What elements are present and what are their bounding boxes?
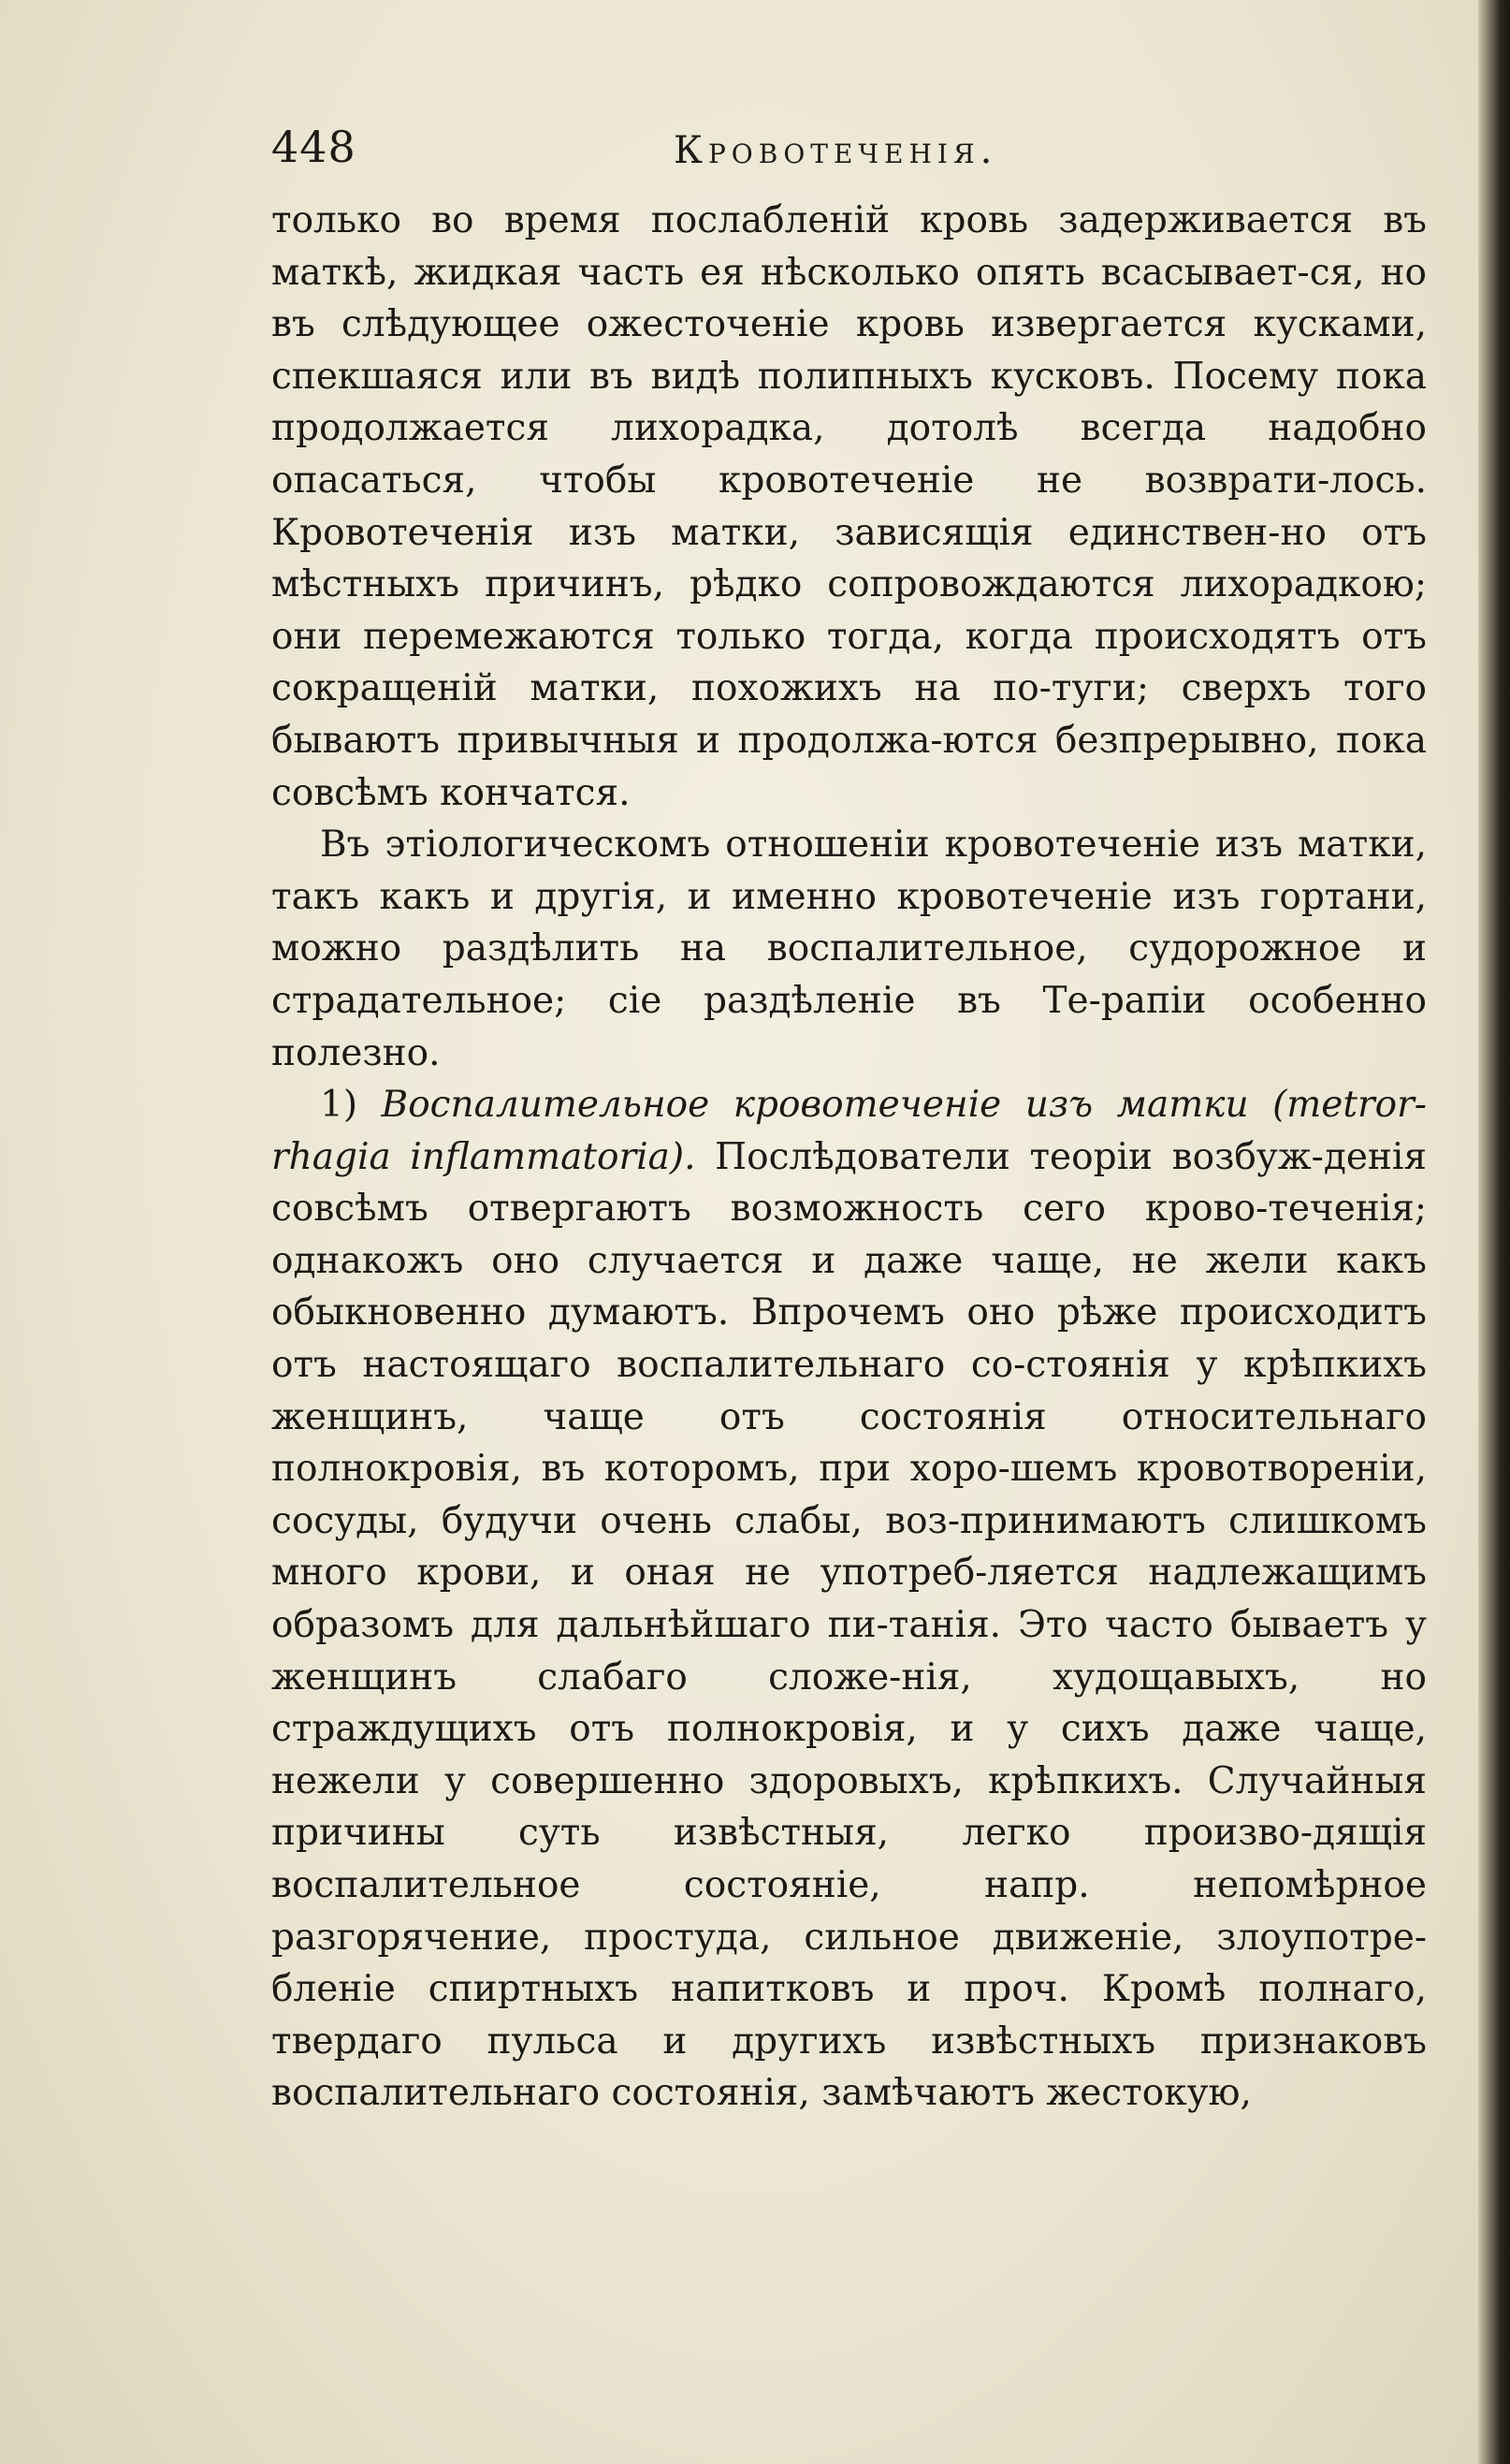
paragraph-2: Въ этіологическомъ отношеніи кровотеченіе изъ матки, такъ какъ и другія, и именно кровотеченіе изъ гортани, можно раздѣлить на воспалительное, судорожное и страдательное; сіе раздѣленіе въ Те-рапіи особенно полезно. [271, 824, 1427, 1074]
page-number: 448 [271, 122, 356, 172]
paragraph-3-latin: (metror-rhagia inflammatoria). [271, 1084, 1427, 1178]
paragraph-3-title: Воспалительное кровотеченіе изъ матки [381, 1084, 1249, 1127]
paragraph-3 [271, 1079, 1427, 2120]
paragraph-3-text: Послѣдователи теоріи возбуж-денія совсѣмъ отвергаютъ возможность сего крово-теченія; однакожъ оно случается и даже чаще, не жели какъ обыкновенно думаютъ. Впрочемъ оно рѣже происходитъ отъ настоящаго воспалительнаго со-стоянія у крѣпкихъ женщинъ, чаще отъ состоянія относительнаго полнокровія, въ которомъ, при хоро-шемъ кровотвореніи, сосуды, будучи очень слабы, воз-принимаютъ слишкомъ много крови, и оная не употреб-ляется надлежащимъ образомъ для дальнѣйшаго пи-танія. Это часто бываетъ у женщинъ слабаго сложе-нія, худощавыхъ, но страждущихъ отъ полнокровія, и у сихъ даже чаще, нежели у совершенно здоровыхъ, крѣпкихъ. Случайныя причины суть извѣстныя, легко произво-дящія воспалительное состояніе, напр. непомѣрное разгорячение, простуда, сильное движеніе, злоупотре-бленіе спиртныхъ напитковъ и проч. Кромѣ полнаго, твердаго пульса и другихъ извѣстныхъ признаковъ воспалительнаго состоянія, замѣчаютъ жестокую, [271, 1135, 1427, 2115]
paragraph-1: только во время послабленій кровь задерживается въ маткѣ, жидкая часть ея нѣсколько опять всасывает-ся, но въ слѣдующее ожесточеніе кровь извергается кусками, спекшаяся или въ видѣ полипныхъ кусковъ. Посему пока продолжается лихорадка, дотолѣ всегда надобно опасаться, чтобы кровотеченіе не возврати-лось. Кровотеченія изъ матки, зависящія единствен-но отъ мѣстныхъ причинъ, рѣдко сопровождаются лихорадкою; они перемежаются только тогда, когда происходятъ отъ сокращеній матки, похожихъ на по-туги; сверхъ того бываютъ привычныя и продолжа-ются безпрерывно, пока совсѣмъ кончатся. [271, 199, 1427, 814]
book-spine-edge [1478, 0, 1510, 2464]
paragraph-3-number: 1) [320, 1084, 358, 1127]
body-text [271, 195, 1427, 2120]
page-header [271, 122, 1450, 197]
running-title: Кровотеченія. [674, 129, 998, 172]
